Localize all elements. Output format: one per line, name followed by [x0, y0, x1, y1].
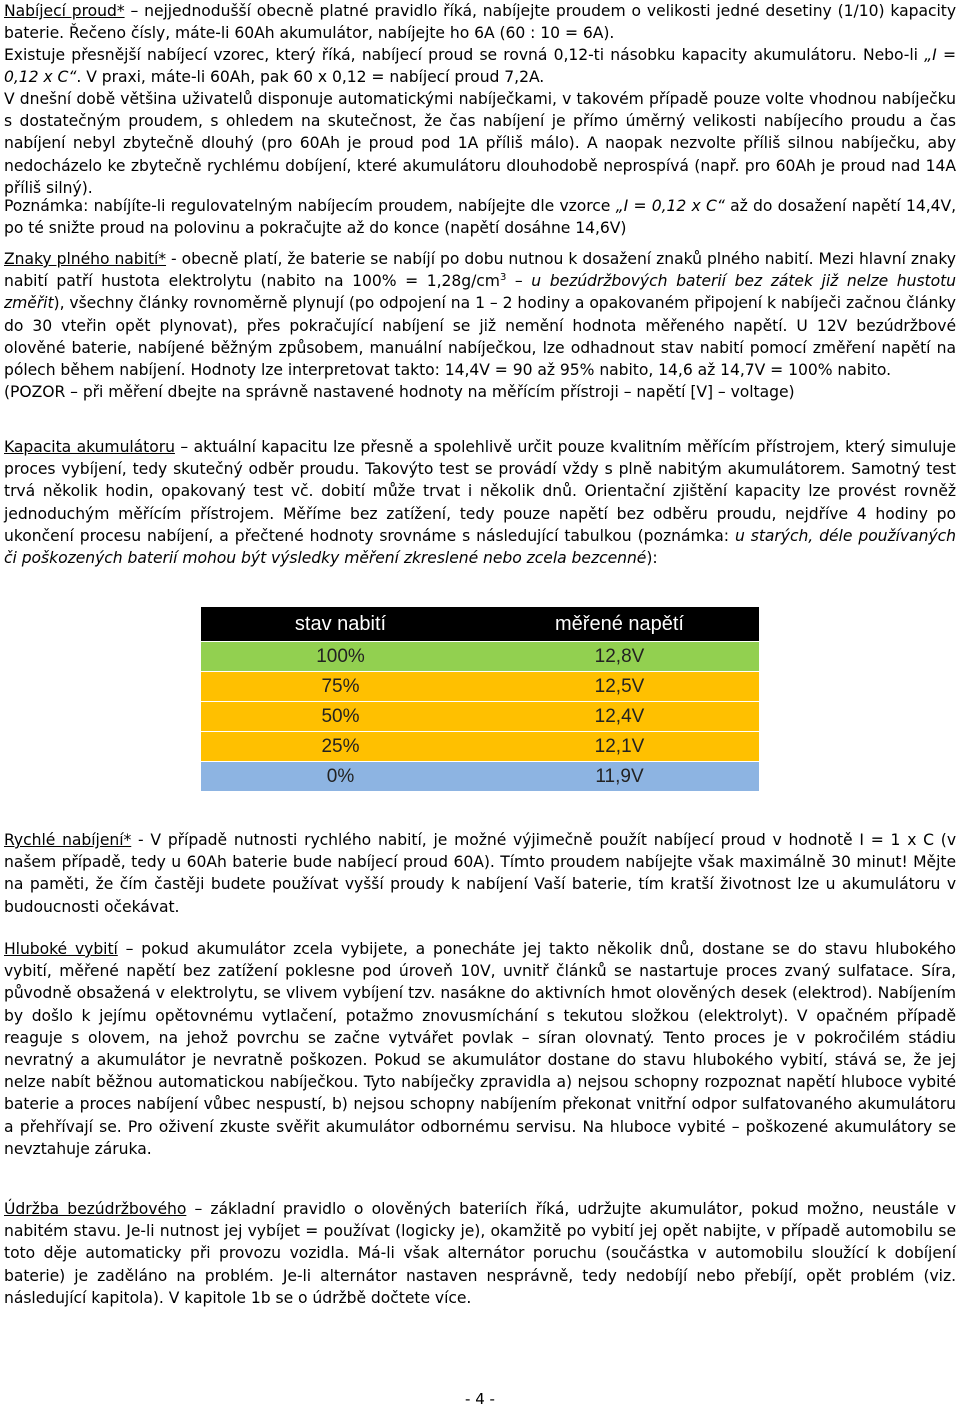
page-number: - 4 -	[465, 1390, 495, 1408]
cell-voltage: 12,5V	[480, 672, 759, 702]
note-outro-text: až do dosažení napětí 14,4V, po té snižte proud na polovinu a pokračujte až do konce (napětí dosáhne 14,6V)	[4, 197, 956, 238]
formula-intro-text: Existuje přesnější nabíjecí vzorec, který říká, nabíjecí proud se rovná 0,12-ti násobku kapacity akumulátoru. Nebo-li	[4, 46, 925, 64]
cell-charge-state: 0%	[201, 762, 480, 792]
cell-charge-state: 50%	[201, 702, 480, 732]
cell-voltage: 11,9V	[480, 762, 759, 792]
term-fast-charging: Rychlé nabíjení*	[4, 831, 132, 849]
paragraph-charging-current	[4, 0, 956, 44]
paragraph-battery-capacity	[4, 436, 956, 569]
term-maintenance: Údržba bezúdržbového	[4, 1200, 187, 1218]
paragraph-fast-charging	[4, 829, 956, 918]
paragraph-full-charge-signs	[4, 248, 956, 403]
cell-voltage: 12,4V	[480, 702, 759, 732]
term-full-charge-signs: Znaky plného nabití*	[4, 250, 167, 268]
cell-charge-state: 75%	[201, 672, 480, 702]
full-charge-text-b: –	[506, 272, 532, 291]
term-deep-discharge: Hluboké vybití	[4, 940, 118, 958]
table-row	[201, 732, 759, 762]
header-measured-voltage: měřené napětí	[480, 607, 759, 642]
term-charging-current: Nabíjecí proud*	[4, 2, 125, 20]
table-header-row	[201, 607, 759, 642]
table-row	[201, 672, 759, 702]
maintenance-text: – základní pravidlo o olověných bateriích říká, udržujte akumulátor, pokud možno, neustále v nabitém stavu. Je-li nutnost jej vybíjet = používat (logicky je), okamžitě po vybití jej opět nabijte, v případě automobilu se toto děje automaticky při provozu vozidla. Má-li však alternátor poruchu (součástka v automobilu sloužící k dobíjení baterie) je zaděláno na problém. Je-li alternátor nastaven nesprávně, tedy nedobíjí nebo přebíjí, opět problém (viz. následující kapitola). V kapitole 1b se o údržbě dočtete více.	[4, 1200, 956, 1307]
full-charge-text-c: ), všechny články rovnoměrně plynují (po odpojení na 1 – 2 hodiny a opakovaném připojení k nabíječi začnou články do 30 vteřin opět plynovat), přes pokračující nabíjení se již nemění hodnota měřeného napětí. U 12V bezúdržbové olověné baterie, nabíjené běžným způsobem, manuální nabíječkou, lze odhadnout stav nabití pomocí změření napětí na pólech během nabíjení. Hodnoty lze interpretovat takto: 14,4V = 90 až 95% nabito, 14,6 až 14,7V = 100% nabito.	[4, 294, 956, 380]
superscript-3: 3	[499, 272, 507, 284]
deep-discharge-text: – pokud akumulátor zcela vybijete, a ponecháte jej takto několik dnů, dostane se do stavu hlubokého vybití, měřené napětí bez zatížení poklesne pod úroveň 10V, uvnitř článků se nastartuje proces zvaný sulfatace. Síra, původně obsažená v elektrolytu, se vlivem vybíjení tzv. nasákne do aktivních hmot olověných desek (elektrod). Nabíjením by došlo k jejímu opětovnému vytlačení, potažmo znovusmíchání s tekutou složkou (elektrolyt). V opačném případě reaguje s olovem, na jehož povrchu se začne vytvářet povlak – síran olovnatý. Tento proces je v pokročilém stádiu nevratný a akumulátor je nevratně poškozen. Pokud se akumulátor dostane do stavu hlubokého vybití, stává se, že jej nelze nabít běžnou automatickou nabíječkou. Tyto nabíječky zpravidla a) nejsou schopny rozpoznat napětí hluboce vybité baterie a proces nabíjení vůbec nespustí, b) nejsou schopny nabíjením překonat vnitřní odpor sulfatovaného akumulátoru a přehřívají se. Pro oživení zkuste svěřit akumulátor odbornému servisu. Na hluboce vybité – poškozené akumulátory se nevztahuje záruka.	[4, 940, 956, 1158]
fast-charging-text: - V případě nutnosti rychlého nabití, je možné výjimečně použít nabíjecí proud v hodnotě I = 1 x C (v našem případě, tedy u 60Ah baterie bude nabíjecí proud 60A). Tímto proudem nabíjejte však maximálně 30 minut! Mějte na paměti, že čím častěji budete používat vyšší proudy k nabíjení Vaší baterie, tím kratší životnost lze u akumulátoru v budoucnosti očekávat.	[4, 831, 957, 916]
formula-text: „I = 0,12 x C“	[4, 46, 956, 87]
charging-current-text: – nejjednodušší obecně platné pravidlo říká, nabíjejte proudem o velikosti jedné desetiny (1/10) kapacity baterie. Řečeno čísly, máte-li 60Ah akumulátor, nabíjejte ho 6A (60 : 10 = 6A).	[4, 2, 957, 43]
capacity-italic-text: u starých, déle používaných či poškozených baterií mohou být výsledky měření zkreslené nebo zcela bezcenné	[4, 526, 956, 568]
cell-voltage: 12,1V	[480, 732, 759, 762]
full-charge-warning-text: (POZOR – při měření dbejte na správně nastavené hodnoty na měřícím přístroji – napětí [V] – voltage)	[4, 383, 795, 402]
table-row	[201, 762, 759, 792]
paragraph-deep-discharge	[4, 938, 956, 1160]
capacity-text-a: – aktuální kapacitu lze přesně a spolehlivě určit pouze kvalitním měřícím přístrojem, který simuluje proces vybíjení, tedy skutečný odběr proudu. Takovýto test se provádí vždy s plně nabitým akumulátorem. Samotný test trvá několik hodin, opakovaný test vč. dobití může trvat i několik dnů. Orientační zjištění kapacity lze provést rovněž jednoduchým měřícím přístrojem. Měříme bez zatížení, tedy pouze napětí bez odběru proudu, nejdříve 4 hodiny po ukončení procesu nabíjení, a přečtené hodnoty srovnáme s následující tabulkou (poznámka:	[4, 438, 956, 545]
term-battery-capacity: Kapacita akumulátoru	[4, 438, 175, 456]
paragraph-note	[4, 195, 956, 239]
note-formula-text: „I = 0,12 x C“	[615, 197, 725, 215]
capacity-text-b: ):	[646, 549, 658, 568]
charge-state-table	[201, 607, 759, 792]
cell-voltage: 12,8V	[480, 642, 759, 672]
full-charge-italic-text: u bezúdržbových baterií bez zátek již nelze hustotu změřit	[4, 272, 956, 313]
paragraph-automatic-chargers	[4, 88, 956, 199]
table-row	[201, 642, 759, 672]
header-charge-state: stav nabití	[201, 607, 480, 642]
automatic-chargers-text: V dnešní době většina uživatelů disponuje automatickými nabíječkami, v takovém případě pouze volte vhodnou nabíječku s dostatečným proudem, s ohledem na skutečnost, že čas nabíjení je přímo úměrný velikosti nabíjecího proudu a čas nabíjení nebyl zbytečně dlouhý (pro 60Ah je proud pod 1A příliš málo). A naopak nezvolte příliš silnou nabíječku, aby nedocházelo ke zbytečně rychlému dobíjení, které akumulátoru dlouhodobě neprospívá (např. pro 60Ah je proud nad 14A příliš silný).	[4, 90, 956, 197]
cell-charge-state: 100%	[201, 642, 480, 672]
table-row	[201, 702, 759, 732]
formula-outro-text: . V praxi, máte-li 60Ah, pak 60 x 0,12 = nabíjecí proud 7,2A.	[76, 68, 545, 87]
note-intro-text: Poznámka: nabíjíte-li regulovatelným nabíjecím proudem, nabíjejte dle vzorce	[4, 197, 616, 215]
paragraph-precise-formula	[4, 44, 956, 88]
paragraph-maintenance	[4, 1198, 956, 1309]
full-charge-text-a: - obecně platí, že baterie se nabíjí po dobu nutnou k dosažení znaků plného nabití. Mezi hlavní znaky nabití patří hustota elektrolytu (nabito na 100% = 1,28g/cm	[4, 250, 956, 291]
cell-charge-state: 25%	[201, 732, 480, 762]
